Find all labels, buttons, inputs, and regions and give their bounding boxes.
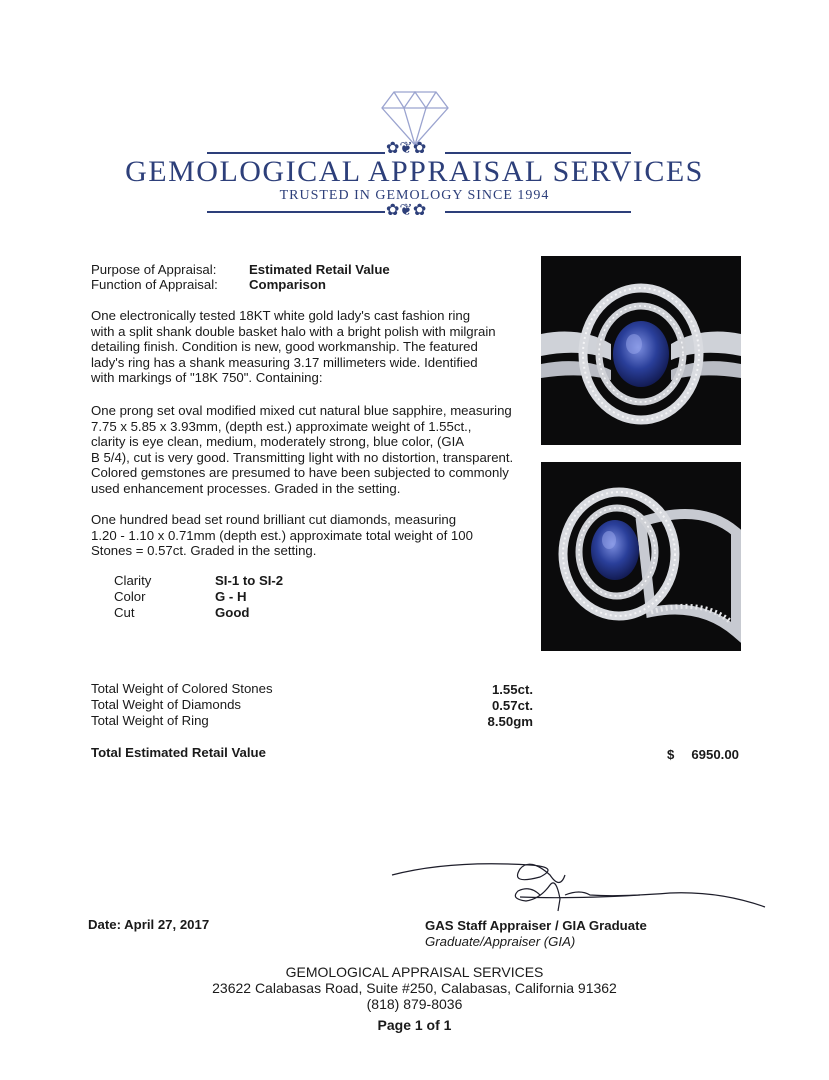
company-name: GEMOLOGICAL APPRAISAL SERVICES <box>125 155 704 188</box>
top-rule-right <box>445 152 631 154</box>
appraiser-title: Graduate/Appraiser (GIA) <box>425 934 576 949</box>
ring-description-line: lady's ring has a shank measuring 3.17 millimeters wide. Identified <box>91 354 478 370</box>
signature-icon <box>390 855 770 915</box>
total-colored-value: 1.55ct. <box>491 682 533 697</box>
diamond-description-line: 1.20 - 1.10 x 0.71mm (depth est.) approximate total weight of 100 <box>91 527 473 543</box>
grading-color-value: G - H <box>215 589 247 604</box>
sapphire-description-line: clarity is eye clean, medium, moderately strong, blue color, (GIA <box>91 434 465 450</box>
grading-color-label: Color <box>114 589 146 604</box>
retail-value-label: Total Estimated Retail Value <box>91 745 266 760</box>
sapphire-description-line: 7.75 x 5.85 x 3.93mm, (depth est.) approximate weight of 1.55ct., <box>91 418 472 434</box>
ring-description <box>91 308 531 386</box>
appraisal-date: Date: April 27, 2017 <box>88 917 210 932</box>
footer-page-number: Page 1 of 1 <box>377 1017 452 1033</box>
sapphire-description-line: used enhancement processes. Graded in the setting. <box>91 480 401 496</box>
ring-description-line: with a split shank double basket halo with a bright polish with milgrain <box>91 323 496 339</box>
retail-value-amount: 6950.00 <box>691 747 739 762</box>
bottom-rule-left <box>207 211 385 213</box>
footer-company: GEMOLOGICAL APPRAISAL SERVICES <box>285 964 544 980</box>
ring-angle-icon <box>541 462 741 651</box>
ring-photo-front <box>541 256 741 445</box>
total-ring-label: Total Weight of Ring <box>91 713 209 728</box>
total-diamonds-value: 0.57ct. <box>491 698 533 713</box>
grading-cut-value: Good <box>215 605 250 620</box>
grading-clarity-value: SI-1 to SI-2 <box>215 573 284 588</box>
footer-phone: (818) 879-8036 <box>366 996 463 1012</box>
sapphire-description <box>91 403 531 497</box>
sapphire-description-line: B 5/4), cut is very good. Transmitting light with no distortion, transparent. <box>91 449 514 465</box>
purpose-value: Estimated Retail Value <box>249 262 390 277</box>
total-ring-value: 8.50gm <box>487 714 533 729</box>
function-label: Function of Appraisal: <box>91 277 218 292</box>
function-value: Comparison <box>249 277 326 292</box>
ring-description-line: with markings of "18K 750". Containing: <box>91 370 323 386</box>
total-diamonds-label: Total Weight of Diamonds <box>91 697 242 712</box>
diamond-description-line: One hundred bead set round brilliant cut diamonds, measuring <box>91 512 457 527</box>
ring-front-icon <box>541 256 741 445</box>
ring-description-line: One electronically tested 18KT white gold lady's cast fashion ring <box>91 308 471 323</box>
grading-cut-label: Cut <box>114 605 135 620</box>
ring-photo-angle <box>541 462 741 651</box>
bottom-ornament: ✿❦✿ <box>386 200 427 219</box>
purpose-label: Purpose of Appraisal: <box>91 262 217 277</box>
tagline: TRUSTED IN GEMOLOGY SINCE 1994 <box>279 188 550 203</box>
retail-currency: $ <box>667 747 675 762</box>
diamond-description <box>91 512 531 559</box>
ring-description-line: detailing finish. Condition is new, good workmanship. The featured <box>91 339 478 355</box>
sapphire-description-line: One prong set oval modified mixed cut natural blue sapphire, measuring <box>91 403 512 418</box>
bottom-rule-right <box>445 211 631 213</box>
footer-address: 23622 Calabasas Road, Suite #250, Calabasas, California 91362 <box>212 980 617 996</box>
grading-clarity-label: Clarity <box>114 573 152 588</box>
total-colored-label: Total Weight of Colored Stones <box>91 681 273 696</box>
sapphire-description-line: Colored gemstones are presumed to have been subjected to commonly <box>91 465 509 481</box>
top-ornament: ✿❦✿ <box>386 138 427 157</box>
appraiser-name: GAS Staff Appraiser / GIA Graduate <box>425 918 647 933</box>
diamond-description-line: Stones = 0.57ct. Graded in the setting. <box>91 543 317 559</box>
top-rule-left <box>207 152 385 154</box>
